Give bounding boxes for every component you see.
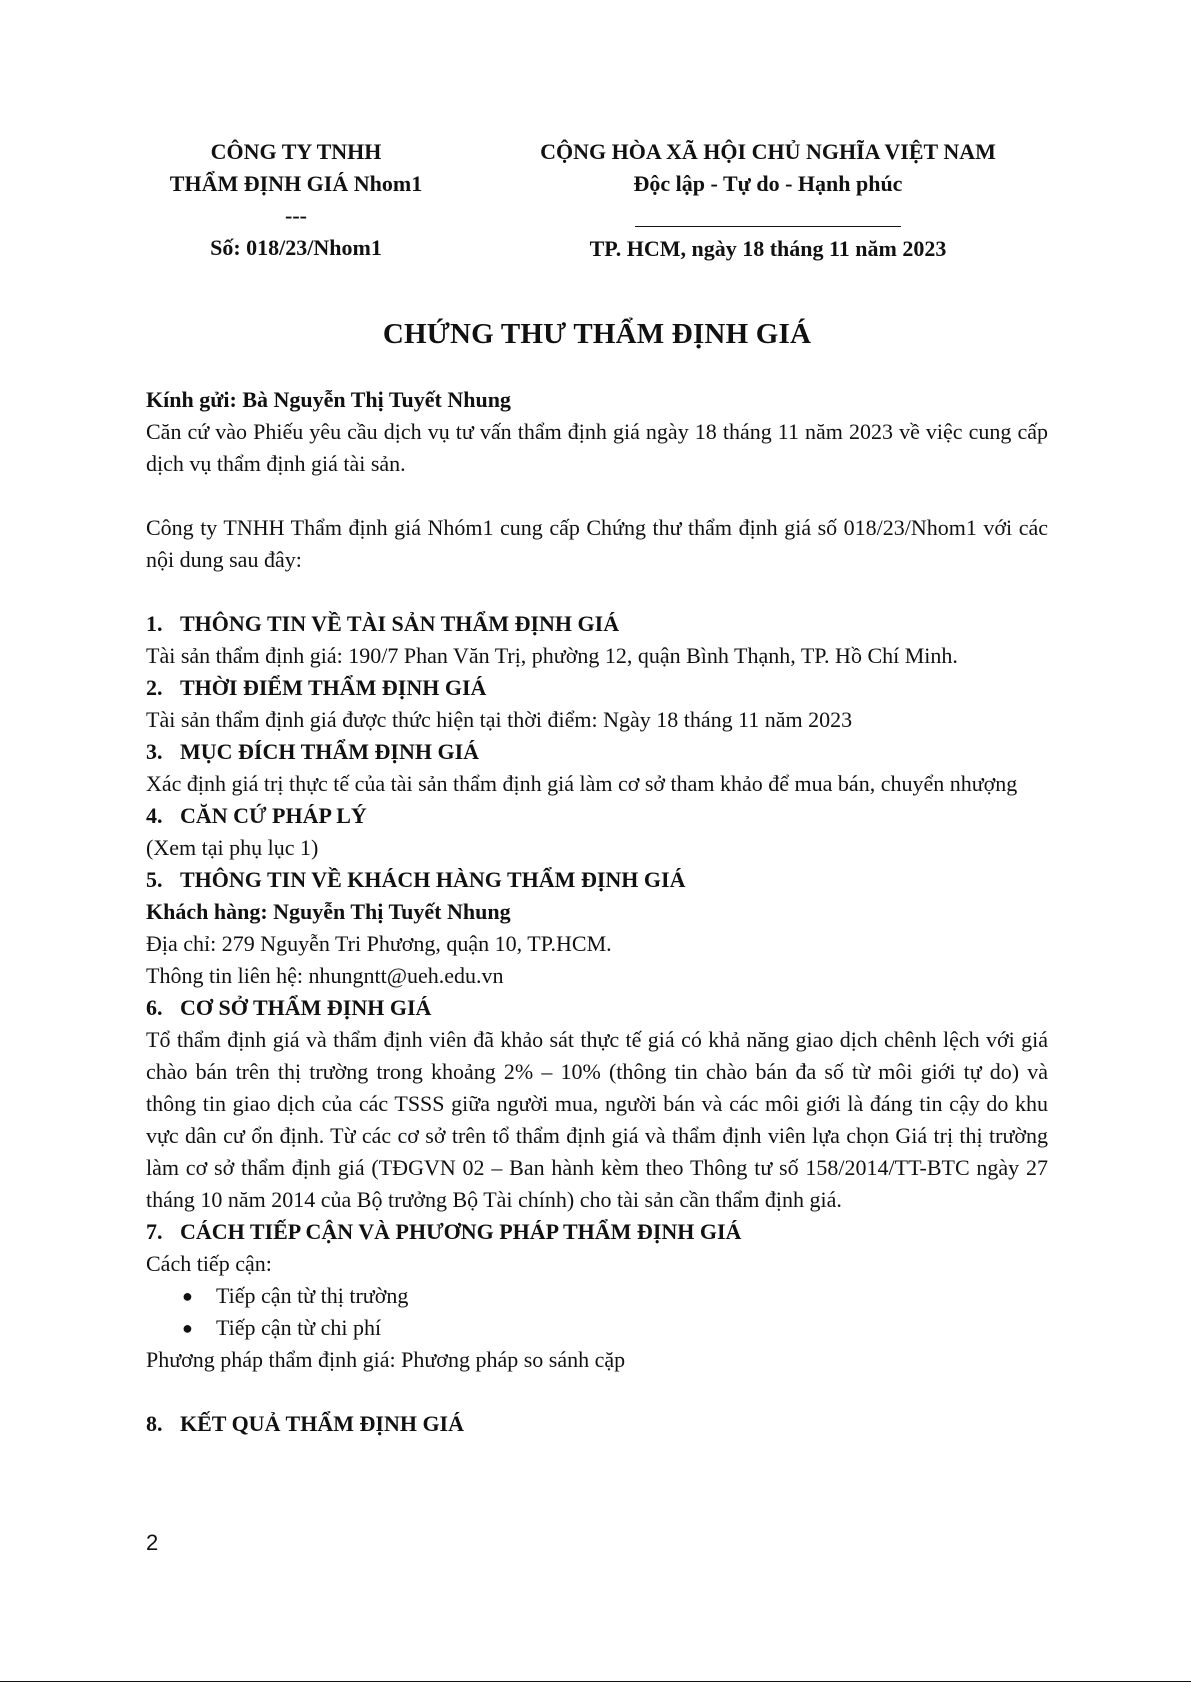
- list-item: ● Tiếp cận từ thị trường: [182, 1280, 1048, 1312]
- intro-paragraph-1: Căn cứ vào Phiếu yêu cầu dịch vụ tư vấn thẩm định giá ngày 18 tháng 11 năm 2023 về việc cung cấp dịch vụ thẩm định giá tài sản.: [146, 419, 1048, 476]
- section-2-text: Tài sản thẩm định giá được thức hiện tại thời điểm: Ngày 18 tháng 11 năm 2023: [146, 707, 853, 732]
- greeting: Kính gửi: Bà Nguyễn Thị Tuyết Nhung: [146, 387, 511, 412]
- document-title: CHỨNG THƯ THẨM ĐỊNH GIÁ: [382, 318, 812, 350]
- document-page: [146, 136, 1048, 1440]
- document-date: TP. HCM, ngày 18 tháng 11 năm 2023: [589, 236, 947, 261]
- motto-underline: [635, 200, 901, 227]
- customer-address: Địa chỉ: 279 Nguyễn Tri Phương, quận 10, TP.HCM.: [146, 931, 612, 956]
- section-7-heading: 7. CÁCH TIẾP CẬN VÀ PHƯƠNG PHÁP THẨM ĐỊNH GIÁ: [146, 1219, 742, 1244]
- section-4-text: (Xem tại phụ lục 1): [146, 835, 319, 860]
- section-5-heading: 5. THÔNG TIN VỀ KHÁCH HÀNG THẨM ĐỊNH GIÁ: [146, 867, 686, 892]
- section-2-heading: 2. THỜI ĐIỂM THẨM ĐỊNH GIÁ: [146, 675, 487, 700]
- national-motto: Độc lập - Tự do - Hạnh phúc: [633, 171, 903, 196]
- intro-paragraph-2: Công ty TNHH Thẩm định giá Nhóm1 cung cấp Chứng thư thẩm định giá số 018/23/Nhom1 với các nội dung sau đây:: [146, 515, 1048, 572]
- document-header: [146, 136, 1048, 265]
- bullet-icon: ●: [182, 1286, 193, 1306]
- company-name-line1: CÔNG TY TNHH: [210, 139, 382, 164]
- section-8-heading: 8. KẾT QUẢ THẨM ĐỊNH GIÁ: [146, 1411, 465, 1436]
- section-6-text: Tổ thẩm định giá và thẩm định viên đã khảo sát thực tế giá có khả năng giao dịch chênh lệch với giá chào bán trên thị trường trong khoảng 2% – 10% (thông tin chào bán đa số từ môi giới tự do) và thông tin giao dịch của các TSSS giữa người mua, người bán và các môi giới là đáng tin cậy do khu vực dân cư ổn định. Từ các cơ sở trên tổ thẩm định giá và thẩm định viên lựa chọn Giá trị thị trường làm cơ sở thẩm định giá (TĐGVN 02 – Ban hành kèm theo Thông tư số 158/2014/TT-BTC ngày 27 tháng 10 năm 2014 của Bộ trưởng Bộ Tài chính) cho tài sản cần thẩm định giá.: [146, 1027, 1048, 1212]
- section-4-heading: 4. CĂN CỨ PHÁP LÝ: [146, 803, 367, 828]
- section-1-heading: 1. THÔNG TIN VỀ TÀI SẢN THẨM ĐỊNH GIÁ: [146, 611, 620, 636]
- section-3-heading: 3. MỤC ĐÍCH THẨM ĐỊNH GIÁ: [146, 739, 480, 764]
- method-text: Phương pháp thẩm định giá: Phương pháp so sánh cặp: [146, 1347, 626, 1372]
- company-name-line2: THẨM ĐỊNH GIÁ Nhom1: [169, 171, 423, 196]
- customer-name: Khách hàng: Nguyễn Thị Tuyết Nhung: [146, 899, 511, 924]
- list-item: ● Tiếp cận từ chi phí: [182, 1312, 1048, 1344]
- approach-label: Cách tiếp cận:: [146, 1251, 272, 1276]
- company-block: [146, 136, 446, 265]
- national-title: CỘNG HÒA XÃ HỘI CHỦ NGHĨA VIỆT NAM: [540, 139, 996, 164]
- section-3-text: Xác định giá trị thực tế của tài sản thẩm định giá làm cơ sở tham khảo để mua bán, chuyển nhượng: [146, 771, 1018, 796]
- section-1-text: Tài sản thẩm định giá: 190/7 Phan Văn Trị, phường 12, quận Bình Thạnh, TP. Hồ Chí Minh.: [146, 643, 958, 668]
- national-motto-block: [488, 136, 1048, 265]
- section-6-heading: 6. CƠ SỞ THẨM ĐỊNH GIÁ: [146, 995, 432, 1020]
- document-number: Số: 018/23/Nhom1: [210, 235, 382, 260]
- bullet-icon: ●: [182, 1318, 193, 1338]
- customer-contact: Thông tin liên hệ: nhungntt@ueh.edu.vn: [146, 963, 504, 988]
- company-separator: ---: [285, 203, 307, 228]
- approach-list: [146, 1280, 1048, 1344]
- page-number: 2: [146, 1530, 159, 1555]
- page-bottom-rule: [0, 1681, 1191, 1682]
